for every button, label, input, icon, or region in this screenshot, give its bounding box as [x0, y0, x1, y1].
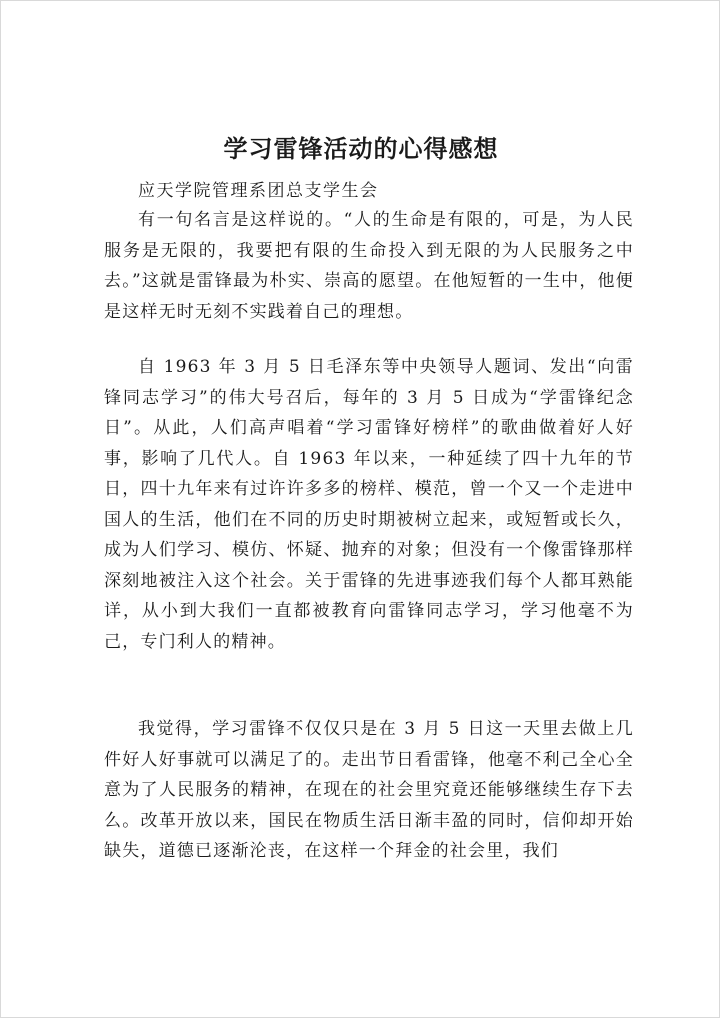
paragraph-3: 我觉得，学习雷锋不仅仅只是在 3 月 5 日这一天里去做上几件好人好事就可以满足了的。走出节日看雷锋，他毫不利己全心全意为了人民服务的精神，在现在的社会里究竟还能够继续生存下去么。改革开放以来，国民在物质生活日渐丰盈的同时，信仰却开始缺失，道德已逐渐沦丧，在这样一个拜金的社会里，我们 [104, 719, 634, 861]
paragraph-1: 有一句名言是这样说的。“人的生命是有限的，可是，为人民服务是无限的，我要把有限的生命投入到无限的为人民服务之中去。”这就是雷锋最为朴实、崇高的愿望。在他短暂的一生中，他便是这样无时无刻不实践着自己的理想。 [104, 210, 634, 322]
paragraph-2: 自 1963 年 3 月 5 日毛泽东等中央领导人题词、发出“向雷锋同志学习”的伟大号召后，每年的 3 月 5 日成为“学雷锋纪念日”。从此，人们高声唱着“学习雷锋好榜样”的歌曲做着好人好事，影响了几代人。自 1963 年以来，一种延续了四十九年的节日，四十九年来有过许许多多的榜样、模范，曾一个又一个走进中国人的生活，他们在不同的历史时期被树立起来，或短暂或长久，成为人们学习、模仿、怀疑、抛弃的对象；但没有一个像雷锋那样深刻地被注入这个社会。关于雷锋的先进事迹我们每个人都耳熟能详，从小到大我们一直都被教育向雷锋同志学习，学习他毫不为己，专门利人的精神。 [104, 357, 634, 652]
author-organization: 应天学院管理系团总支学生会 [138, 181, 379, 201]
document-title: 学习雷锋活动的心得感想 [223, 134, 499, 163]
